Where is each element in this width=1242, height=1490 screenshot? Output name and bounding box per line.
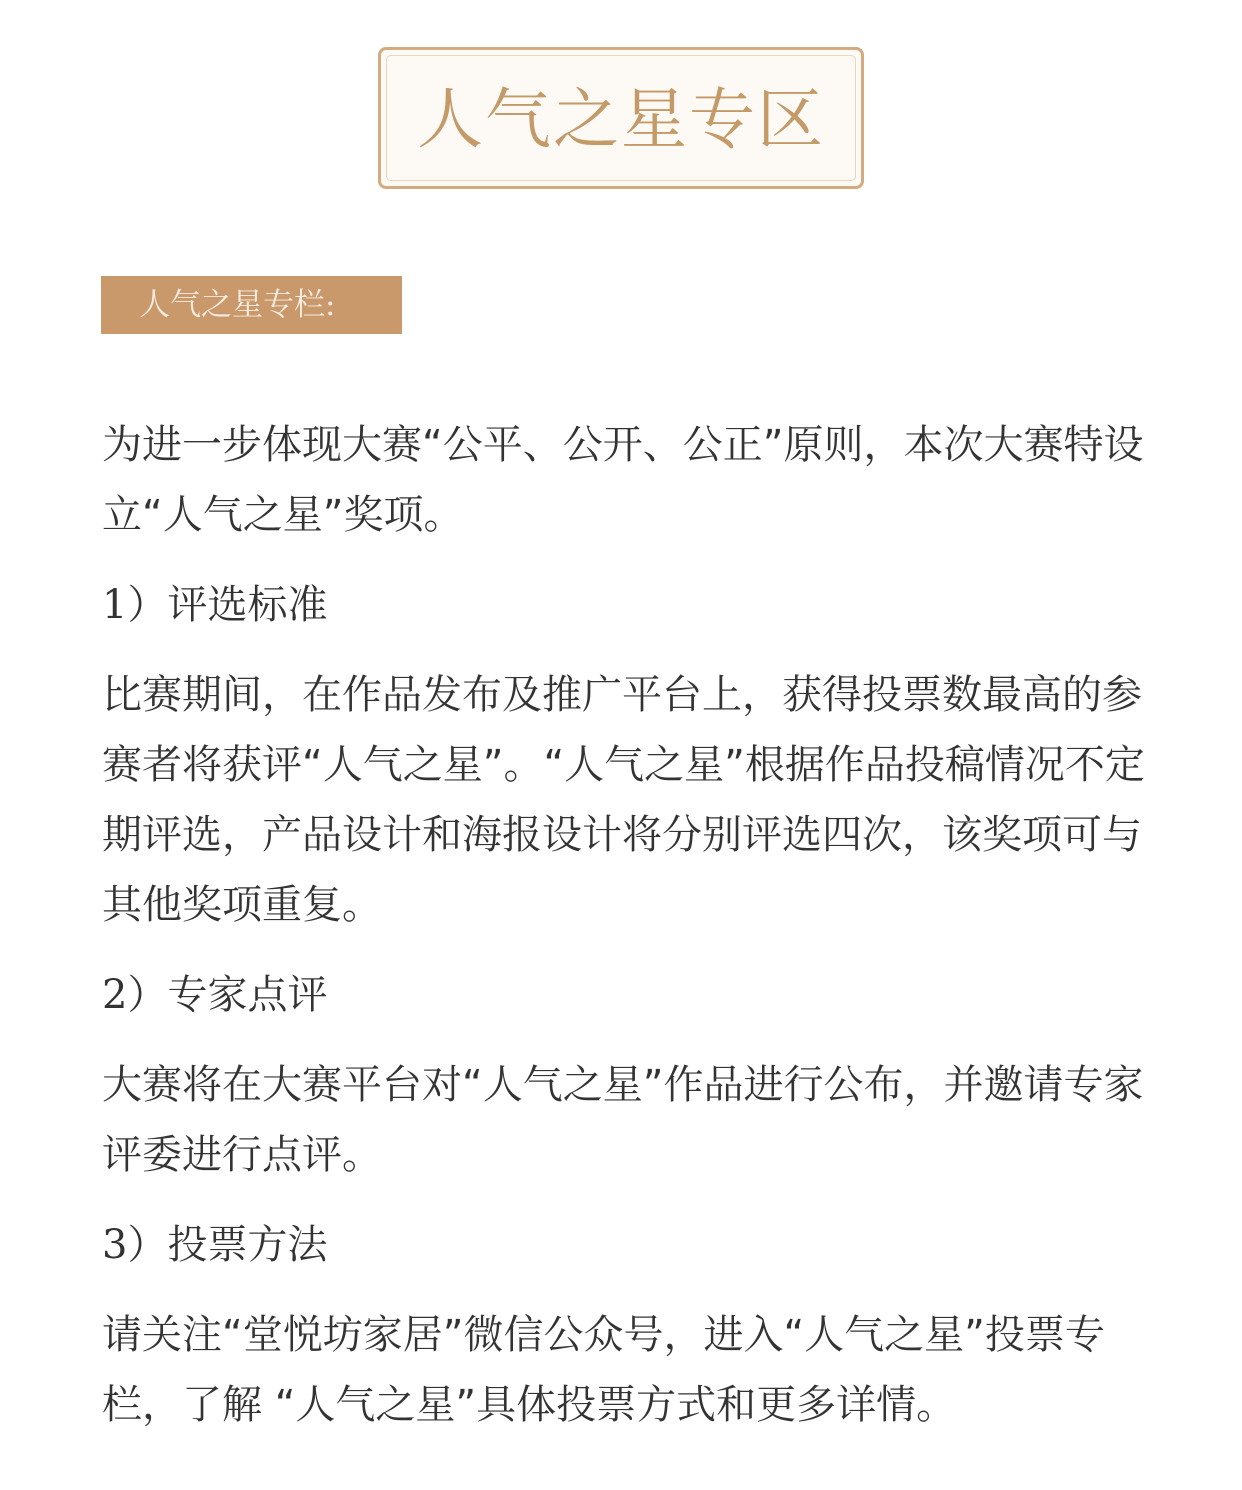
paragraph-voting-method: 请关注“堂悦坊家居”微信公众号，进入“人气之星”投票专栏，了解 “人气之星”具体投票方式和更多详情。 [102,1312,1105,1428]
paragraph-expert-review: 大赛将在大赛平台对“人气之星”作品进行公布，并邀请专家评委进行点评。 [102,1062,1144,1178]
heading-voting-method: 3）投票方法 [102,1222,328,1268]
paragraph-selection-criteria: 比赛期间，在作品发布及推广平台上，获得投票数最高的参赛者将获评“人气之星”。“人气之星”根据作品投稿情况不定期评选，产品设计和海报设计将分别评选四次，该奖项可与其他奖项重复。 [102,672,1145,928]
article-body [102,410,1177,1460]
page-title: 人气之星专区 [417,81,825,158]
page-title-frame [378,47,864,189]
heading-expert-review: 2）专家点评 [102,972,328,1018]
section-label: 人气之星专栏: [101,276,402,334]
intro-paragraph: 为进一步体现大赛“公平、公开、公正”原则，本次大赛特设立“人气之星”奖项。 [102,422,1144,538]
heading-selection-criteria: 1）评选标准 [102,582,328,628]
